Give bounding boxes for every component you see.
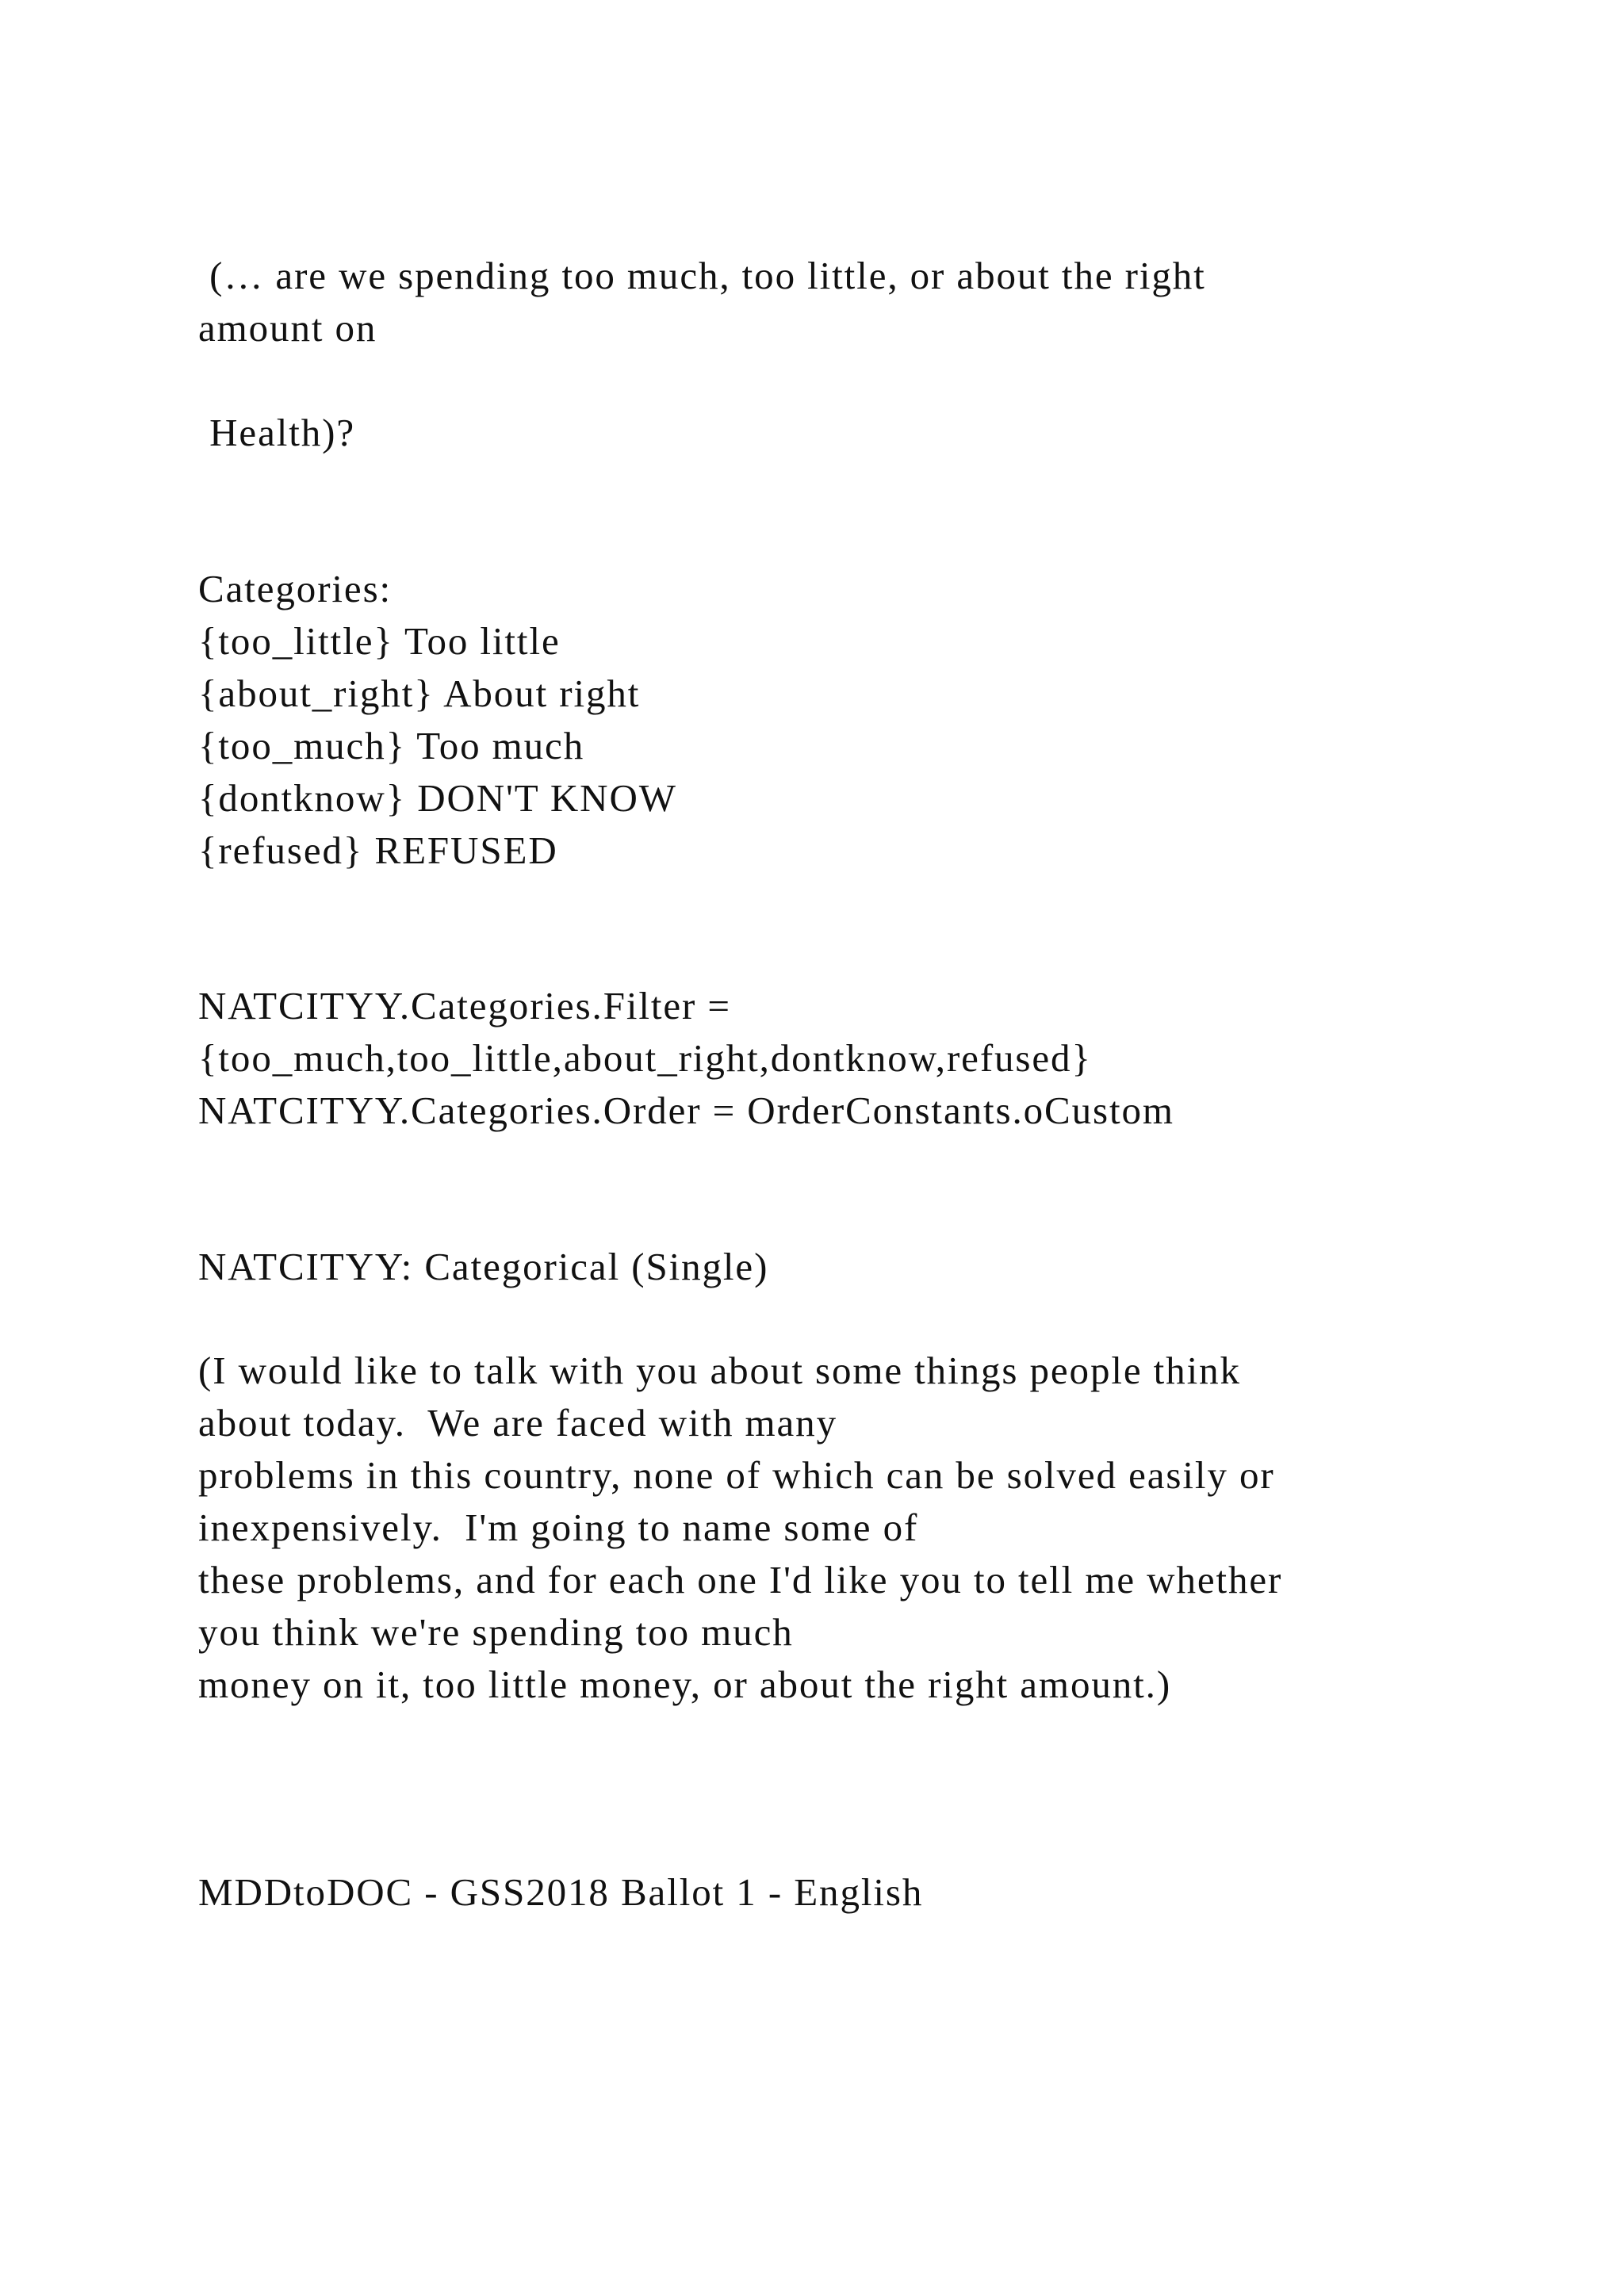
variable-heading: NATCITYY: Categorical (Single): [198, 1245, 769, 1288]
categories-heading: Categories:: [198, 567, 393, 610]
filter-line-1: NATCITYY.Categories.Filter =: [198, 984, 731, 1027]
intro-line-4: inexpensively. I'm going to name some of: [198, 1506, 919, 1549]
filter-line-2: {too_much,too_little,about_right,dontknow,refused}: [198, 1036, 1092, 1080]
question-line-1: (… are we spending too much, too little, or about the right: [198, 254, 1206, 297]
category-dontknow: {dontknow} DON'T KNOW: [198, 776, 677, 820]
intro-line-2: about today. We are faced with many: [198, 1401, 837, 1445]
question-line-3: Health)?: [198, 411, 356, 454]
intro-line-5: these problems, and for each one I'd like you to tell me whether: [198, 1558, 1283, 1601]
question-line-2: amount on: [198, 306, 377, 350]
intro-line-7: money on it, too little money, or about the right amount.): [198, 1663, 1172, 1706]
category-too-little: {too_little} Too little: [198, 619, 561, 663]
order-line: NATCITYY.Categories.Order = OrderConstants.oCustom: [198, 1089, 1174, 1132]
intro-line-6: you think we're spending too much: [198, 1610, 794, 1654]
document-footer: MDDtoDOC - GSS2018 Ballot 1 - English: [198, 1870, 924, 1914]
category-refused: {refused} REFUSED: [198, 828, 558, 872]
intro-line-3: problems in this country, none of which can be solved easily or: [198, 1453, 1275, 1497]
category-about-right: {about_right} About right: [198, 672, 641, 715]
intro-line-1: (I would like to talk with you about some things people think: [198, 1349, 1241, 1392]
category-too-much: {too_much} Too much: [198, 724, 585, 767]
